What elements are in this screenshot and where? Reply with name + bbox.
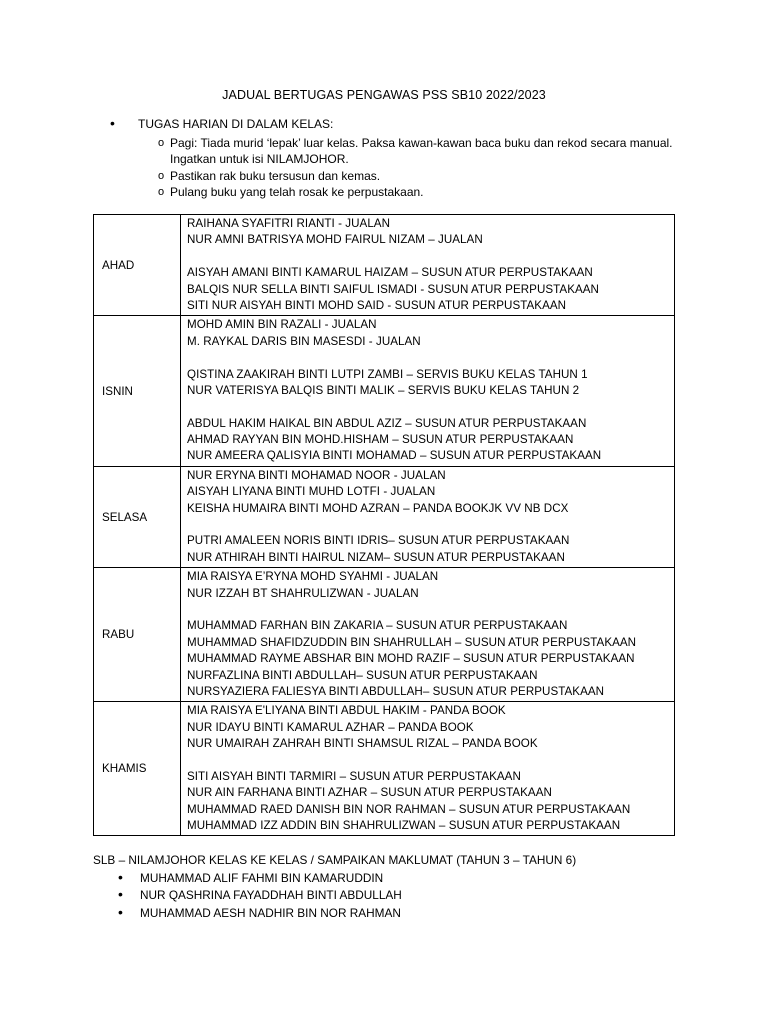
student-assignment: MOHD AMIN BIN RAZALI - JUALAN (187, 318, 377, 332)
assignment-cell (181, 568, 675, 702)
student-assignment: ABDUL HAKIM HAIKAL BIN ABDUL AZIZ – SUSUN ATUR PERPUSTAKAAN (187, 416, 587, 430)
assignment-cell (181, 316, 675, 467)
student-assignment: NUR AIN FARHANA BINTI AZHAR – SUSUN ATUR PERPUSTAKAAN (187, 786, 552, 800)
student-assignment: NUR ERYNA BINTI MOHAMAD NOOR - JUALAN (187, 468, 446, 482)
student-assignment: NUR IDAYU BINTI KAMARUL AZHAR – PANDA BOOK (187, 720, 474, 734)
student-assignment: MIA RAISYA E'LIYANA BINTI ABDUL HAKIM - PANDA BOOK (187, 704, 506, 718)
student-assignment: AISYAH AMANI BINTI KAMARUL HAIZAM – SUSUN ATUR PERPUSTAKAAN (187, 266, 593, 280)
slb-section (93, 852, 576, 922)
group-spacer (187, 753, 670, 769)
student-assignment: MIA RAISYA E’RYNA MOHD SYAHMI - JUALAN (187, 570, 439, 584)
student-assignment: AISYAH LIYANA BINTI MUHD LOTFI - JUALAN (187, 485, 436, 499)
student-assignment: SITI AISYAH BINTI TARMIRI – SUSUN ATUR PERPUSTAKAAN (187, 769, 521, 783)
schedule-row (94, 316, 675, 467)
day-cell: SELASA (94, 466, 181, 567)
day-cell: ISNIN (94, 316, 181, 467)
day-cell: KHAMIS (94, 702, 181, 836)
student-assignment: M. RAYKAL DARIS BIN MASESDI - JUALAN (187, 334, 421, 348)
group-spacer (187, 602, 670, 618)
daily-tasks-heading: • TUGAS HARIAN DI DALAM KELAS: (110, 116, 710, 133)
student-assignment: AHMAD RAYYAN BIN MOHD.HISHAM – SUSUN ATUR PERPUSTAKAAN (187, 433, 574, 447)
schedule-row (94, 702, 675, 836)
assignment-cell (181, 466, 675, 567)
group-spacer (187, 249, 670, 265)
student-assignment: NUR UMAIRAH ZAHRAH BINTI SHAMSUL RIZAL – PANDA BOOK (187, 737, 538, 751)
student-assignment: NURSYAZIERA FALIESYA BINTI ABDULLAH– SUSUN ATUR PERPUSTAKAAN (187, 684, 605, 698)
schedule-row (94, 466, 675, 567)
slb-member: • MUHAMMAD AESH NADHIR BIN NOR RAHMAN (93, 905, 576, 923)
student-assignment: MUHAMMAD SHAFIDZUDDIN BIN SHAHRULLAH – SUSUN ATUR PERPUSTAKAAN (187, 635, 637, 649)
student-assignment: NUR ATHIRAH BINTI HAIRUL NIZAM– SUSUN ATUR PERPUSTAKAAN (187, 550, 565, 564)
student-assignment: MUHAMMAD FARHAN BIN ZAKARIA – SUSUN ATUR PERPUSTAKAAN (187, 619, 568, 633)
student-assignment: PUTRI AMALEEN NORIS BINTI IDRIS– SUSUN ATUR PERPUSTAKAAN (187, 534, 570, 548)
student-assignment: RAIHANA SYAFITRI RIANTI - JUALAN (187, 217, 391, 230)
slb-member: • MUHAMMAD ALIF FAHMI BIN KAMARUDDIN (93, 870, 576, 888)
slb-member-list (93, 870, 576, 923)
document-title: JADUAL BERTUGAS PENGAWAS PSS SB10 2022/2023 (222, 88, 546, 102)
task-item: o Pastikan rak buku tersusun dan kemas. (158, 168, 381, 183)
student-assignment: NUR VATERISYA BALQIS BINTI MALIK – SERVIS BUKU KELAS TAHUN 2 (187, 383, 580, 397)
schedule-row (94, 215, 675, 316)
circle-bullet-icon: o (158, 186, 165, 198)
student-assignment: MUHAMMAD RAED DANISH BIN NOR RAHMAN – SUSUN ATUR PERPUSTAKAAN (187, 802, 631, 816)
student-assignment: NURFAZLINA BINTI ABDULLAH– SUSUN ATUR PERPUSTAKAAN (187, 668, 538, 682)
schedule-row (94, 568, 675, 702)
assignment-cell (181, 702, 675, 836)
group-spacer (187, 350, 670, 366)
daily-tasks-section (110, 116, 710, 201)
student-assignment: BALQIS NUR SELLA BINTI SAIFUL ISMADI - SUSUN ATUR PERPUSTAKAAN (187, 282, 599, 296)
group-spacer (187, 399, 670, 415)
daily-tasks-list (110, 135, 710, 201)
circle-bullet-icon: o (158, 136, 165, 149)
day-cell: AHAD (94, 215, 181, 316)
student-assignment: QISTINA ZAAKIRAH BINTI LUTPI ZAMBI – SERVIS BUKU KELAS TAHUN 1 (187, 367, 588, 381)
duty-schedule-table (93, 214, 675, 836)
task-item: o Pagi: Tiada murid ‘lepak’ luar kelas. Paksa kawan-kawan baca buku dan rekod secara manual. Ingatkan untuk isi NILAMJOHOR. (158, 135, 673, 166)
day-cell: RABU (94, 568, 181, 702)
student-assignment: MUHAMMAD IZZ ADDIN BIN SHAHRULIZWAN – SUSUN ATUR PERPUSTAKAAN (187, 819, 621, 833)
student-assignment: SITI NUR AISYAH BINTI MOHD SAID - SUSUN ATUR PERPUSTAKAAN (187, 298, 567, 312)
student-assignment: NUR AMNI BATRISYA MOHD FAIRUL NIZAM – JUALAN (187, 233, 483, 247)
student-assignment: MUHAMMAD RAYME ABSHAR BIN MOHD RAZIF – SUSUN ATUR PERPUSTAKAAN (187, 652, 635, 666)
task-item: o Pulang buku yang telah rosak ke perpustakaan. (158, 185, 424, 199)
group-spacer (187, 517, 670, 533)
assignment-cell (181, 215, 675, 316)
student-assignment: NUR AMEERA QALISYIA BINTI MOHAMAD – SUSUN ATUR PERPUSTAKAAN (187, 449, 602, 463)
student-assignment: KEISHA HUMAIRA BINTI MOHD AZRAN – PANDA BOOKJK VV NB DCX (187, 501, 569, 515)
slb-member: • NUR QASHRINA FAYADDHAH BINTI ABDULLAH (93, 887, 576, 905)
student-assignment: NUR IZZAH BT SHAHRULIZWAN - JUALAN (187, 586, 419, 600)
circle-bullet-icon: o (158, 169, 165, 182)
slb-heading: SLB – NILAMJOHOR KELAS KE KELAS / SAMPAIKAN MAKLUMAT (TAHUN 3 – TAHUN 6) (93, 853, 577, 867)
